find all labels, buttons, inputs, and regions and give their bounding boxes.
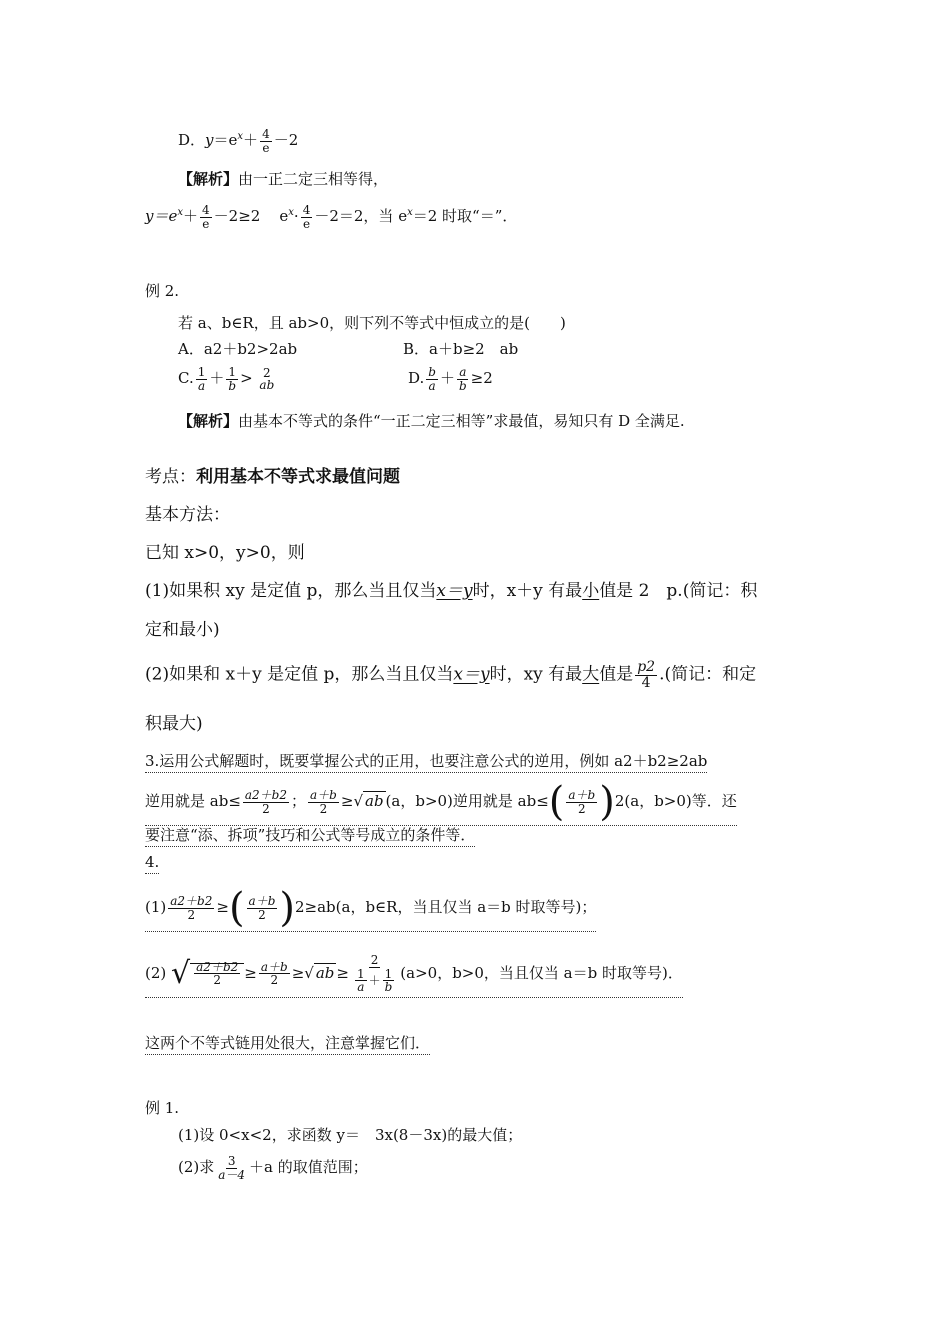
example-2-title: 例 2. (145, 282, 180, 300)
method-rule-1: (1)如果积 xy 是定值 p，那么当且仅当x＝y时，x＋y 有最小值是 2 p.(简记：积 (145, 581, 758, 601)
note-3-line-2: 逆用就是 ab≤ $\frac{a2+b2}{2}$ ； $\frac{a+b}{2}$ ≥√ ab (a，b>0)逆用就是 ab≤( $\frac{a+b}{2}$ )2(a，b>0)等．还 (145, 779, 737, 825)
method-rule-2: (2)如果和 x＋y 是定值 p，那么当且仅当x＝y时，xy 有最大值是 $\frac{p2}{4}$ .(简记：和定 (145, 659, 757, 691)
note-4-summary: 这两个不等式链用处很大，注意掌握它们． (145, 1036, 430, 1055)
analysis-2: 【解析】由基本不等式的条件“一正二定三相等”求最值，易知只有 D 全满足. (178, 412, 685, 430)
method-rule-1-note: 定和最小) (145, 620, 220, 640)
note-4-chain-2: (2) √ $\frac{a2+b2}{2}$ ≥ $\frac{a+b}{2}$ ≥√ ab ≥ 2 $\frac{1}{a}$ ＋ $\frac{1}{b}$ (a>0，b>0，当且仅当 a＝b 时取等号)． (145, 954, 683, 998)
example-1-q1: (1)设 0<x<2，求函数 y＝ 3x(8－3x)的最大值； (178, 1126, 523, 1144)
method-rule-2-note: 积最大) (145, 714, 203, 734)
example-1-q2: (2)求 $\frac{3}{a-4}$ ＋a 的取值范围； (178, 1154, 368, 1182)
note-4-title: 4. (145, 855, 159, 874)
note-3-line-3: 要注意“添、拆项”技巧和公式等号成立的条件等． (145, 828, 475, 847)
note-4-chain-1: (1) $\frac{a2+b2}{2}$ ≥( $\frac{a+b}{2}$ )2≥ab(a，b∈R，当且仅当 a＝b 时取等号)； (145, 885, 597, 931)
analysis-1: 【解析】由一正二定三相等得， (178, 170, 389, 188)
option-a: A．a2＋b2>2ab (178, 340, 298, 358)
example-1-title: 例 1. (145, 1099, 180, 1117)
fraction: $\frac{4}{e}$ (262, 127, 270, 155)
option-d-2: D. $\frac{b}{a}$ ＋ $\frac{a}{b}$ ≥2 (408, 365, 493, 393)
option-b: B．a＋b≥2 ab (403, 340, 519, 358)
method-given: 已知 x>0，y>0，则 (145, 543, 305, 563)
option-d: D．$y=e^x+$ $\frac{4}{e}$ －2 (178, 127, 299, 155)
example-2-question: 若 a、b∈R，且 ab>0，则下列不等式中恒成立的是( ) (178, 314, 566, 332)
option-c: C. $\frac{1}{a}$ ＋ $\frac{1}{b}$ > 2 ab (178, 365, 275, 393)
note-3-line-1: 3.运用公式解题时，既要掌握公式的正用，也要注意公式的逆用，例如 a2＋b2≥2ab (145, 754, 707, 773)
analysis-1-formula: $y=e^x+$ $\frac{4}{e}$ －2≥2 $e^x\cdot$ $\frac{4}{e}$ －2＝2，当 $e^x=2$ 时取“＝”． (145, 203, 518, 231)
topic-heading: 考点：利用基本不等式求最值问题 (145, 467, 400, 487)
method-title: 基本方法： (145, 505, 230, 525)
